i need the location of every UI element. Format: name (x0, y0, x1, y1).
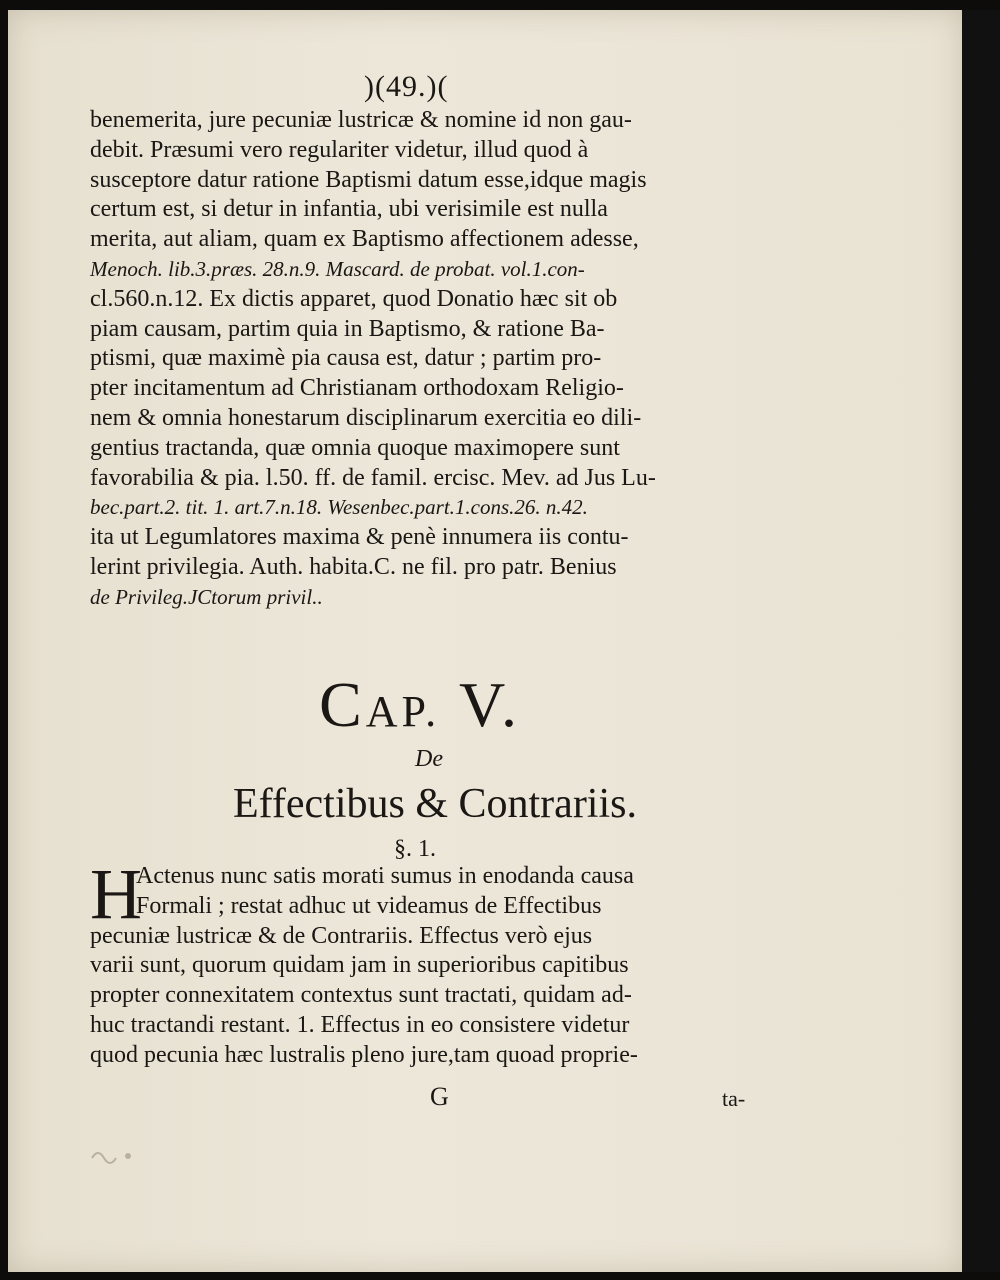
chapter-number: V. (458, 669, 521, 740)
text-line: Formali ; restat adhuc ut videamus de Effectibus (136, 892, 602, 919)
page-number: )(49.)( (364, 70, 449, 103)
text-line: cl.560.n.12. Ex dictis apparet, quod Donatio hæc sit ob (90, 285, 618, 312)
text-line: debit. Præsumi vero regulariter videtur, illud quod à (90, 136, 589, 163)
text-line: Actenus nunc satis morati sumus in enodanda causa (136, 863, 634, 889)
text-line: propter connexitatem contextus sunt tractati, quidam ad- (90, 982, 632, 1009)
bleed-through-mark (88, 1140, 148, 1170)
catchword: ta- (722, 1086, 746, 1111)
chapter-word: AP. (365, 687, 441, 736)
chapter-paragraph (90, 862, 760, 1071)
section-title: Effectibus & Contrariis. (233, 781, 637, 827)
text-line: merita, aut aliam, quam ex Baptismo affectionem adesse, (90, 226, 639, 253)
text-line: ita ut Legumlatores maxima & penè innumera iis contu- (90, 524, 629, 551)
text-line: ptismi, quæ maximè pia causa est, datur ; partim pro- (90, 345, 602, 372)
text-line: pecuniæ lustricæ & de Contrariis. Effectus verò ejus (90, 922, 593, 949)
paragraph-mark: §. 1. (394, 836, 436, 862)
text-line: certum est, si detur in infantia, ubi verisimile est nulla (90, 196, 608, 223)
chapter-initial: C (319, 669, 366, 740)
text-line: gentius tractanda, quæ omnia quoque maximopere sunt (90, 434, 620, 461)
text-line: quod pecunia hæc lustralis pleno jure,tam quoad proprie- (90, 1041, 638, 1068)
scan-edge (962, 10, 1000, 1272)
text-line: susceptore datur ratione Baptismi datum esse,idque magis (90, 166, 647, 193)
text-line: nem & omnia honestarum disciplinarum exercitia eo dili- (90, 404, 642, 431)
text-line: piam causam, partim quia in Baptismo, & ratione Ba- (90, 315, 605, 342)
text-line: lerint privilegia. Auth. habita.C. ne fil. pro patr. Benius (90, 553, 617, 580)
de-subheading: De (415, 746, 443, 772)
signature-mark: G (430, 1082, 449, 1111)
text-line: huc tractandi restant. 1. Effectus in eo consistere videtur (90, 1011, 630, 1038)
chapter-heading (0, 668, 840, 742)
drop-cap: H (90, 854, 142, 934)
text-line: favorabilia & pia. l.50. ff. de famil. ercisc. Mev. ad Jus Lu- (90, 464, 656, 491)
citation-line: de Privileg.JCtorum privil.. (90, 584, 323, 609)
citation-line: bec.part.2. tit. 1. art.7.n.18. Wesenbec.part.1.cons.26. n.42. (90, 495, 588, 520)
text-line: benemerita, jure pecuniæ lustricæ & nomine id non gau- (90, 107, 632, 133)
top-paragraph (90, 106, 760, 613)
citation-line: Menoch. lib.3.præs. 28.n.9. Mascard. de probat. vol.1.con- (90, 256, 585, 281)
text-line: pter incitamentum ad Christianam orthodoxam Religio- (90, 375, 624, 402)
text-line: varii sunt, quorum quidam jam in superioribus capitibus (90, 952, 629, 979)
